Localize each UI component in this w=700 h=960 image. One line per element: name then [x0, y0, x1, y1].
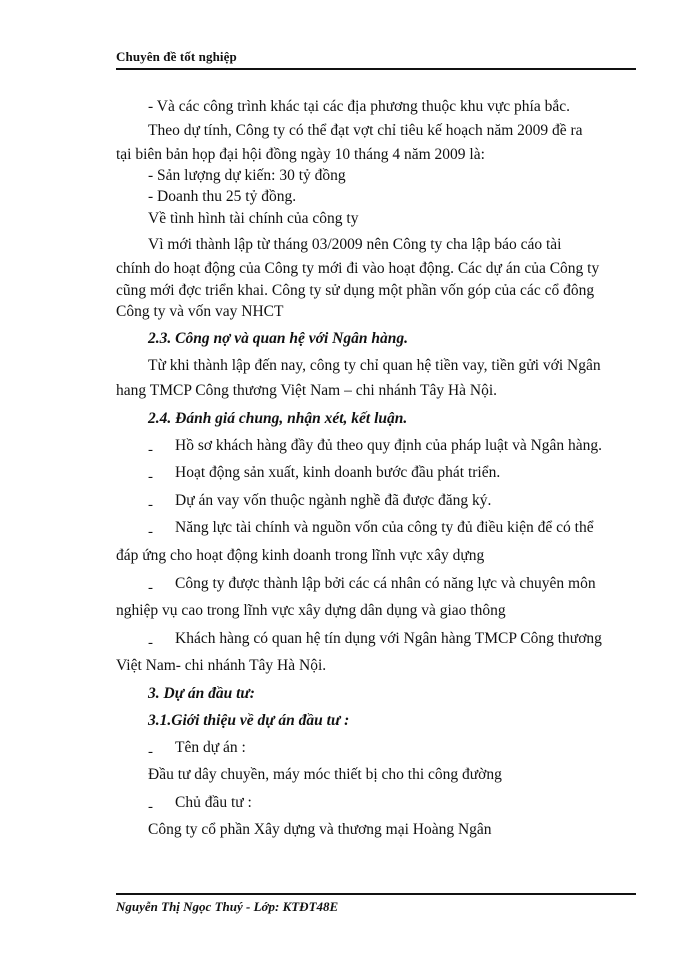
page-header: [116, 46, 636, 70]
list-item: Chủ đầu tư :: [175, 794, 252, 811]
section-heading: 2.3. Công nợ và quan hệ với Ngân hàng.: [148, 330, 408, 347]
list-item: Hồ sơ khách hàng đầy đủ theo quy định của pháp luật và Ngân hàng.: [175, 437, 603, 454]
text-line: Về tình hình tài chính của công ty: [148, 210, 359, 227]
bullet-dash: -: [148, 799, 153, 815]
list-item-cont: nghiệp vụ cao trong lĩnh vực xây dựng dân dụng và giao thông: [116, 602, 506, 619]
list-item: Tên dự án :: [175, 739, 246, 756]
text-line: Công ty cổ phần Xây dựng và thương mại Hoàng Ngân: [148, 821, 492, 838]
list-item: Năng lực tài chính và nguồn vốn của công ty đủ điều kiện để có thể: [175, 519, 594, 536]
text-line: cũng mới đợc triển khai. Công ty sử dụng một phần vốn góp của các cổ đông: [116, 282, 595, 299]
text-line: Từ khi thành lập đến nay, công ty chỉ quan hệ tiền vay, tiền gửi với Ngân: [148, 357, 601, 374]
list-item-cont: đáp ứng cho hoạt động kinh doanh trong lĩnh vực xây dựng: [116, 547, 485, 564]
section-heading: 2.4. Đánh giá chung, nhận xét, kết luận.: [148, 410, 408, 427]
list-item: Hoạt động sản xuất, kinh doanh bước đầu phát triển.: [175, 464, 501, 481]
text-line: hang TMCP Công thương Việt Nam – chi nhánh Tây Hà Nội.: [116, 382, 498, 399]
list-item: Dự án vay vốn thuộc ngành nghề đã được đăng ký.: [175, 492, 492, 509]
text-line: Vì mới thành lập từ tháng 03/2009 nên Công ty cha lập báo cáo tài: [148, 236, 562, 253]
text-line: Theo dự tính, Công ty có thể đạt vợt chỉ tiêu kế hoạch năm 2009 đề ra: [148, 122, 583, 139]
text-line: - Doanh thu 25 tỷ đồng.: [148, 188, 297, 205]
text-line: Công ty và vốn vay NHCT: [116, 303, 284, 320]
list-item-cont: Việt Nam- chi nhánh Tây Hà Nội.: [116, 657, 327, 674]
text-line: Đầu tư dây chuyền, máy móc thiết bị cho thi công đường: [148, 766, 502, 783]
text-line: chính do hoạt động của Công ty mới đi vào hoạt động. Các dự án của Công ty: [116, 260, 600, 277]
bullet-dash: -: [148, 580, 153, 596]
text-line: tại biên bản họp đại hội đồng ngày 10 tháng 4 năm 2009 là:: [116, 146, 485, 163]
bullet-dash: -: [148, 442, 153, 458]
text-line: - Và các công trình khác tại các địa phương thuộc khu vực phía bắc.: [148, 98, 570, 115]
bullet-dash: -: [148, 497, 153, 513]
bullet-dash: -: [148, 469, 153, 485]
list-item: Khách hàng có quan hệ tín dụng với Ngân hàng TMCP Công thương: [175, 630, 602, 647]
section-heading: 3. Dự án đầu tư:: [148, 685, 255, 702]
bullet-dash: -: [148, 744, 153, 760]
bullet-dash: -: [148, 635, 153, 651]
bullet-dash: -: [148, 524, 153, 540]
page-footer: [116, 893, 636, 914]
footer-author: Nguyễn Thị Ngọc Thuý - Lớp: KTĐT48E: [116, 899, 339, 914]
header-title: Chuyên đề tốt nghiệp: [116, 49, 237, 64]
section-heading: 3.1.Giới thiệu về dự án đầu tư :: [148, 712, 350, 729]
list-item: Công ty được thành lập bởi các cá nhân có năng lực và chuyên môn: [175, 575, 596, 592]
text-line: - Sản lượng dự kiến: 30 tỷ đồng: [148, 167, 346, 184]
